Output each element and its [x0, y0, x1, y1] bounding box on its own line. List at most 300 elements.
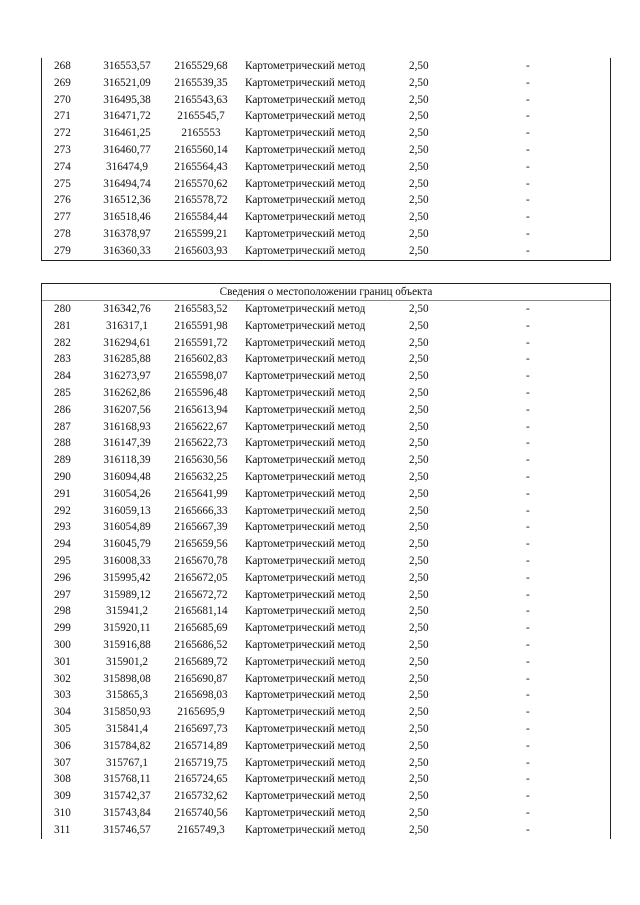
method-label: Картометрический метод	[245, 160, 366, 173]
point-number: 288	[54, 437, 71, 450]
coordinate-x: 316059,13	[103, 504, 151, 517]
coordinate-y: 2165719,75	[174, 756, 228, 769]
table-row	[42, 226, 610, 243]
table-row	[42, 721, 610, 738]
accuracy-value: 2,50	[409, 470, 429, 483]
coordinate-x: 315916,88	[103, 638, 151, 651]
note-value: -	[526, 143, 530, 156]
method-label: Картометрический метод	[245, 336, 366, 349]
table-row	[42, 822, 610, 839]
table-row	[42, 75, 610, 92]
accuracy-value: 2,50	[409, 110, 429, 123]
table-row	[42, 402, 610, 419]
table-row	[42, 486, 610, 503]
table-row	[42, 503, 610, 520]
note-value: -	[526, 756, 530, 769]
method-label: Картометрический метод	[245, 638, 366, 651]
accuracy-value: 2,50	[409, 143, 429, 156]
accuracy-value: 2,50	[409, 454, 429, 467]
coordinate-y: 2165622,67	[174, 420, 228, 433]
note-value: -	[526, 790, 530, 803]
method-label: Картометрический метод	[245, 605, 366, 618]
note-value: -	[526, 370, 530, 383]
coordinate-y: 2165591,72	[174, 336, 228, 349]
note-value: -	[526, 722, 530, 735]
coordinate-y: 2165545,7	[177, 110, 225, 123]
accuracy-value: 2,50	[409, 739, 429, 752]
coordinate-y: 2165553	[181, 127, 221, 140]
coordinate-y: 2165641,99	[174, 487, 228, 500]
section-heading: Сведения о местоположении границ объекта	[42, 284, 610, 301]
table-rows	[42, 301, 610, 839]
coordinate-y: 2165613,94	[174, 403, 228, 416]
accuracy-value: 2,50	[409, 177, 429, 190]
accuracy-value: 2,50	[409, 605, 429, 618]
table-row	[42, 452, 610, 469]
note-value: -	[526, 588, 530, 601]
accuracy-value: 2,50	[409, 194, 429, 207]
coordinate-x: 315941,2	[106, 605, 148, 618]
coordinate-y: 2165670,78	[174, 554, 228, 567]
coordinates-table-upper	[41, 58, 611, 261]
coordinate-y: 2165529,68	[174, 60, 228, 72]
point-number: 311	[54, 823, 71, 836]
point-number: 292	[54, 504, 71, 517]
accuracy-value: 2,50	[409, 773, 429, 786]
coordinate-y: 2165672,72	[174, 588, 228, 601]
method-label: Картометрический метод	[245, 110, 366, 123]
point-number: 305	[54, 722, 71, 735]
table-row	[42, 536, 610, 553]
coordinate-x: 316494,74	[103, 177, 151, 190]
coordinate-y: 2165659,56	[174, 538, 228, 551]
method-label: Картометрический метод	[245, 655, 366, 668]
coordinate-y: 2165672,05	[174, 571, 228, 584]
coordinate-x: 316553,57	[103, 60, 151, 72]
point-number: 298	[54, 605, 71, 618]
method-label: Картометрический метод	[245, 303, 366, 315]
accuracy-value: 2,50	[409, 521, 429, 534]
coordinate-y: 2165539,35	[174, 76, 228, 89]
coordinate-x: 315898,08	[103, 672, 151, 685]
coordinate-x: 316045,79	[103, 538, 151, 551]
point-number: 277	[54, 211, 71, 224]
method-label: Картометрический метод	[245, 143, 366, 156]
coordinate-y: 2165632,25	[174, 470, 228, 483]
accuracy-value: 2,50	[409, 127, 429, 140]
point-number: 274	[54, 160, 71, 173]
coordinate-x: 316054,26	[103, 487, 151, 500]
point-number: 284	[54, 370, 71, 383]
note-value: -	[526, 160, 530, 173]
accuracy-value: 2,50	[409, 403, 429, 416]
note-value: -	[526, 454, 530, 467]
method-label: Картометрический метод	[245, 437, 366, 450]
accuracy-value: 2,50	[409, 706, 429, 719]
method-label: Картометрический метод	[245, 504, 366, 517]
table-row	[42, 587, 610, 604]
point-number: 308	[54, 773, 71, 786]
table-row	[42, 603, 610, 620]
coordinate-x: 316054,89	[103, 521, 151, 534]
method-label: Картометрический метод	[245, 177, 366, 190]
table-row	[42, 243, 610, 260]
coordinate-x: 316273,97	[103, 370, 151, 383]
note-value: -	[526, 806, 530, 819]
coordinate-x: 316474,9	[106, 160, 148, 173]
method-label: Картометрический метод	[245, 588, 366, 601]
coordinate-x: 316342,76	[103, 303, 151, 315]
coordinate-y: 2165583,52	[174, 303, 228, 315]
method-label: Картометрический метод	[245, 706, 366, 719]
point-number: 297	[54, 588, 71, 601]
table-row	[42, 58, 610, 75]
point-number: 289	[54, 454, 71, 467]
table-row	[42, 755, 610, 772]
coordinate-y: 2165564,43	[174, 160, 228, 173]
table-row	[42, 209, 610, 226]
point-number: 294	[54, 538, 71, 551]
coordinate-x: 316008,33	[103, 554, 151, 567]
method-label: Картометрический метод	[245, 194, 366, 207]
note-value: -	[526, 605, 530, 618]
method-label: Картометрический метод	[245, 823, 366, 836]
point-number: 276	[54, 194, 71, 207]
point-number: 300	[54, 638, 71, 651]
coordinate-x: 315920,11	[103, 622, 151, 635]
note-value: -	[526, 336, 530, 349]
method-label: Картометрический метод	[245, 773, 366, 786]
coordinate-y: 2165622,73	[174, 437, 228, 450]
point-number: 296	[54, 571, 71, 584]
accuracy-value: 2,50	[409, 76, 429, 89]
note-value: -	[526, 244, 530, 257]
method-label: Картометрический метод	[245, 538, 366, 551]
point-number: 281	[54, 319, 71, 332]
point-number: 299	[54, 622, 71, 635]
point-number: 290	[54, 470, 71, 483]
note-value: -	[526, 437, 530, 450]
table-row	[42, 368, 610, 385]
accuracy-value: 2,50	[409, 227, 429, 240]
note-value: -	[526, 739, 530, 752]
coordinate-y: 2165591,98	[174, 319, 228, 332]
note-value: -	[526, 93, 530, 106]
coordinate-y: 2165698,03	[174, 689, 228, 702]
accuracy-value: 2,50	[409, 622, 429, 635]
coordinate-y: 2165740,56	[174, 806, 228, 819]
note-value: -	[526, 319, 530, 332]
coordinate-x: 316094,48	[103, 470, 151, 483]
coordinate-x: 315742,37	[103, 790, 151, 803]
note-value: -	[526, 386, 530, 399]
accuracy-value: 2,50	[409, 806, 429, 819]
method-label: Картометрический метод	[245, 689, 366, 702]
coordinate-y: 2165666,33	[174, 504, 228, 517]
method-label: Картометрический метод	[245, 386, 366, 399]
accuracy-value: 2,50	[409, 353, 429, 366]
point-number: 275	[54, 177, 71, 190]
point-number: 303	[54, 689, 71, 702]
coordinate-x: 316512,36	[103, 194, 151, 207]
coordinate-y: 2165570,62	[174, 177, 228, 190]
coordinate-x: 315865,3	[106, 689, 148, 702]
accuracy-value: 2,50	[409, 244, 429, 257]
method-label: Картометрический метод	[245, 60, 366, 72]
table-row	[42, 351, 610, 368]
method-label: Картометрический метод	[245, 672, 366, 685]
note-value: -	[526, 554, 530, 567]
coordinate-x: 315768,11	[103, 773, 151, 786]
coordinate-x: 316262,86	[103, 386, 151, 399]
coordinate-x: 316378,97	[103, 227, 151, 240]
point-number: 271	[54, 110, 71, 123]
coordinate-y: 2165543,63	[174, 93, 228, 106]
method-label: Картометрический метод	[245, 454, 366, 467]
accuracy-value: 2,50	[409, 588, 429, 601]
coordinate-y: 2165602,83	[174, 353, 228, 366]
accuracy-value: 2,50	[409, 689, 429, 702]
coordinate-y: 2165695,9	[177, 706, 225, 719]
table-row	[42, 125, 610, 142]
coordinate-y: 2165578,72	[174, 194, 228, 207]
coordinate-x: 315746,57	[103, 823, 151, 836]
point-number: 287	[54, 420, 71, 433]
table-row	[42, 654, 610, 671]
accuracy-value: 2,50	[409, 386, 429, 399]
note-value: -	[526, 672, 530, 685]
table-row	[42, 92, 610, 109]
coordinate-y: 2165749,3	[177, 823, 225, 836]
table-row	[42, 159, 610, 176]
accuracy-value: 2,50	[409, 538, 429, 551]
table-row	[42, 142, 610, 159]
method-label: Картометрический метод	[245, 554, 366, 567]
note-value: -	[526, 638, 530, 651]
point-number: 285	[54, 386, 71, 399]
point-number: 306	[54, 739, 71, 752]
note-value: -	[526, 127, 530, 140]
coordinate-x: 315995,42	[103, 571, 151, 584]
point-number: 273	[54, 143, 71, 156]
coordinate-y: 2165690,87	[174, 672, 228, 685]
table-row	[42, 419, 610, 436]
accuracy-value: 2,50	[409, 672, 429, 685]
coordinate-y: 2165714,89	[174, 739, 228, 752]
coordinate-x: 315743,84	[103, 806, 151, 819]
coordinate-y: 2165697,73	[174, 722, 228, 735]
method-label: Картометрический метод	[245, 353, 366, 366]
point-number: 268	[54, 60, 71, 72]
coordinate-x: 315767,1	[106, 756, 148, 769]
coordinate-x: 316471,72	[103, 110, 151, 123]
coordinate-x: 316168,93	[103, 420, 151, 433]
table-row	[42, 519, 610, 536]
note-value: -	[526, 177, 530, 190]
coordinate-x: 315989,12	[103, 588, 151, 601]
point-number: 282	[54, 336, 71, 349]
method-label: Картометрический метод	[245, 722, 366, 735]
coordinate-x: 316460,77	[103, 143, 151, 156]
coordinate-x: 316317,1	[106, 319, 148, 332]
point-number: 280	[54, 303, 71, 315]
accuracy-value: 2,50	[409, 823, 429, 836]
coordinate-x: 316147,39	[103, 437, 151, 450]
note-value: -	[526, 76, 530, 89]
coordinate-x: 316518,46	[103, 211, 151, 224]
note-value: -	[526, 194, 530, 207]
method-label: Картометрический метод	[245, 244, 366, 257]
method-label: Картометрический метод	[245, 622, 366, 635]
table-row	[42, 301, 610, 318]
point-number: 270	[54, 93, 71, 106]
method-label: Картометрический метод	[245, 227, 366, 240]
table-row	[42, 192, 610, 209]
method-label: Картометрический метод	[245, 790, 366, 803]
note-value: -	[526, 571, 530, 584]
coordinate-x: 316521,09	[103, 76, 151, 89]
point-number: 295	[54, 554, 71, 567]
table-row	[42, 620, 610, 637]
note-value: -	[526, 706, 530, 719]
note-value: -	[526, 303, 530, 315]
point-number: 304	[54, 706, 71, 719]
accuracy-value: 2,50	[409, 319, 429, 332]
point-number: 309	[54, 790, 71, 803]
coordinate-y: 2165598,07	[174, 370, 228, 383]
table-row	[42, 176, 610, 193]
table-row	[42, 788, 610, 805]
accuracy-value: 2,50	[409, 756, 429, 769]
coordinate-y: 2165599,21	[174, 227, 228, 240]
coordinate-y: 2165685,69	[174, 622, 228, 635]
accuracy-value: 2,50	[409, 504, 429, 517]
point-number: 291	[54, 487, 71, 500]
method-label: Картометрический метод	[245, 470, 366, 483]
accuracy-value: 2,50	[409, 638, 429, 651]
accuracy-value: 2,50	[409, 211, 429, 224]
point-number: 279	[54, 244, 71, 257]
note-value: -	[526, 470, 530, 483]
accuracy-value: 2,50	[409, 93, 429, 106]
note-value: -	[526, 353, 530, 366]
method-label: Картометрический метод	[245, 487, 366, 500]
point-number: 272	[54, 127, 71, 140]
coordinate-x: 315784,82	[103, 739, 151, 752]
note-value: -	[526, 538, 530, 551]
accuracy-value: 2,50	[409, 487, 429, 500]
table-row	[42, 553, 610, 570]
accuracy-value: 2,50	[409, 420, 429, 433]
table-row	[42, 469, 610, 486]
table-rows	[42, 58, 610, 260]
coordinate-y: 2165584,44	[174, 211, 228, 224]
table-row	[42, 570, 610, 587]
coordinate-y: 2165630,56	[174, 454, 228, 467]
method-label: Картометрический метод	[245, 420, 366, 433]
note-value: -	[526, 227, 530, 240]
table-row	[42, 637, 610, 654]
table-row	[42, 805, 610, 822]
point-number: 293	[54, 521, 71, 534]
coordinate-y: 2165681,14	[174, 605, 228, 618]
table-row	[42, 704, 610, 721]
point-number: 286	[54, 403, 71, 416]
coordinate-x: 315841,4	[106, 722, 148, 735]
table-row	[42, 335, 610, 352]
accuracy-value: 2,50	[409, 370, 429, 383]
coordinate-x: 316360,33	[103, 244, 151, 257]
method-label: Картометрический метод	[245, 370, 366, 383]
note-value: -	[526, 622, 530, 635]
note-value: -	[526, 689, 530, 702]
note-value: -	[526, 521, 530, 534]
coordinate-y: 2165667,39	[174, 521, 228, 534]
method-label: Картометрический метод	[245, 211, 366, 224]
coordinate-x: 316461,25	[103, 127, 151, 140]
method-label: Картометрический метод	[245, 403, 366, 416]
coordinate-y: 2165689,72	[174, 655, 228, 668]
accuracy-value: 2,50	[409, 160, 429, 173]
accuracy-value: 2,50	[409, 571, 429, 584]
point-number: 278	[54, 227, 71, 240]
note-value: -	[526, 487, 530, 500]
table-row	[42, 671, 610, 688]
table-row	[42, 771, 610, 788]
note-value: -	[526, 110, 530, 123]
method-label: Картометрический метод	[245, 521, 366, 534]
coordinate-y: 2165686,52	[174, 638, 228, 651]
coordinate-y: 2165560,14	[174, 143, 228, 156]
accuracy-value: 2,50	[409, 336, 429, 349]
point-number: 301	[54, 655, 71, 668]
coordinate-x: 316495,38	[103, 93, 151, 106]
accuracy-value: 2,50	[409, 60, 429, 72]
accuracy-value: 2,50	[409, 437, 429, 450]
coordinate-y: 2165724,65	[174, 773, 228, 786]
note-value: -	[526, 211, 530, 224]
accuracy-value: 2,50	[409, 655, 429, 668]
point-number: 310	[54, 806, 71, 819]
coordinate-x: 315901,2	[106, 655, 148, 668]
method-label: Картометрический метод	[245, 739, 366, 752]
note-value: -	[526, 403, 530, 416]
coordinate-x: 316207,56	[103, 403, 151, 416]
table-row	[42, 385, 610, 402]
coordinate-x: 316294,61	[103, 336, 151, 349]
note-value: -	[526, 60, 530, 72]
coordinate-x: 315850,93	[103, 706, 151, 719]
method-label: Картометрический метод	[245, 319, 366, 332]
note-value: -	[526, 823, 530, 836]
coordinates-table-lower	[41, 283, 611, 839]
method-label: Картометрический метод	[245, 76, 366, 89]
coordinate-y: 2165732,62	[174, 790, 228, 803]
method-label: Картометрический метод	[245, 93, 366, 106]
coordinate-x: 316285,88	[103, 353, 151, 366]
accuracy-value: 2,50	[409, 303, 429, 315]
table-row	[42, 108, 610, 125]
note-value: -	[526, 504, 530, 517]
method-label: Картометрический метод	[245, 806, 366, 819]
point-number: 307	[54, 756, 71, 769]
coordinate-y: 2165603,93	[174, 244, 228, 257]
table-row	[42, 435, 610, 452]
table-row	[42, 687, 610, 704]
coordinate-y: 2165596,48	[174, 386, 228, 399]
accuracy-value: 2,50	[409, 790, 429, 803]
method-label: Картометрический метод	[245, 756, 366, 769]
